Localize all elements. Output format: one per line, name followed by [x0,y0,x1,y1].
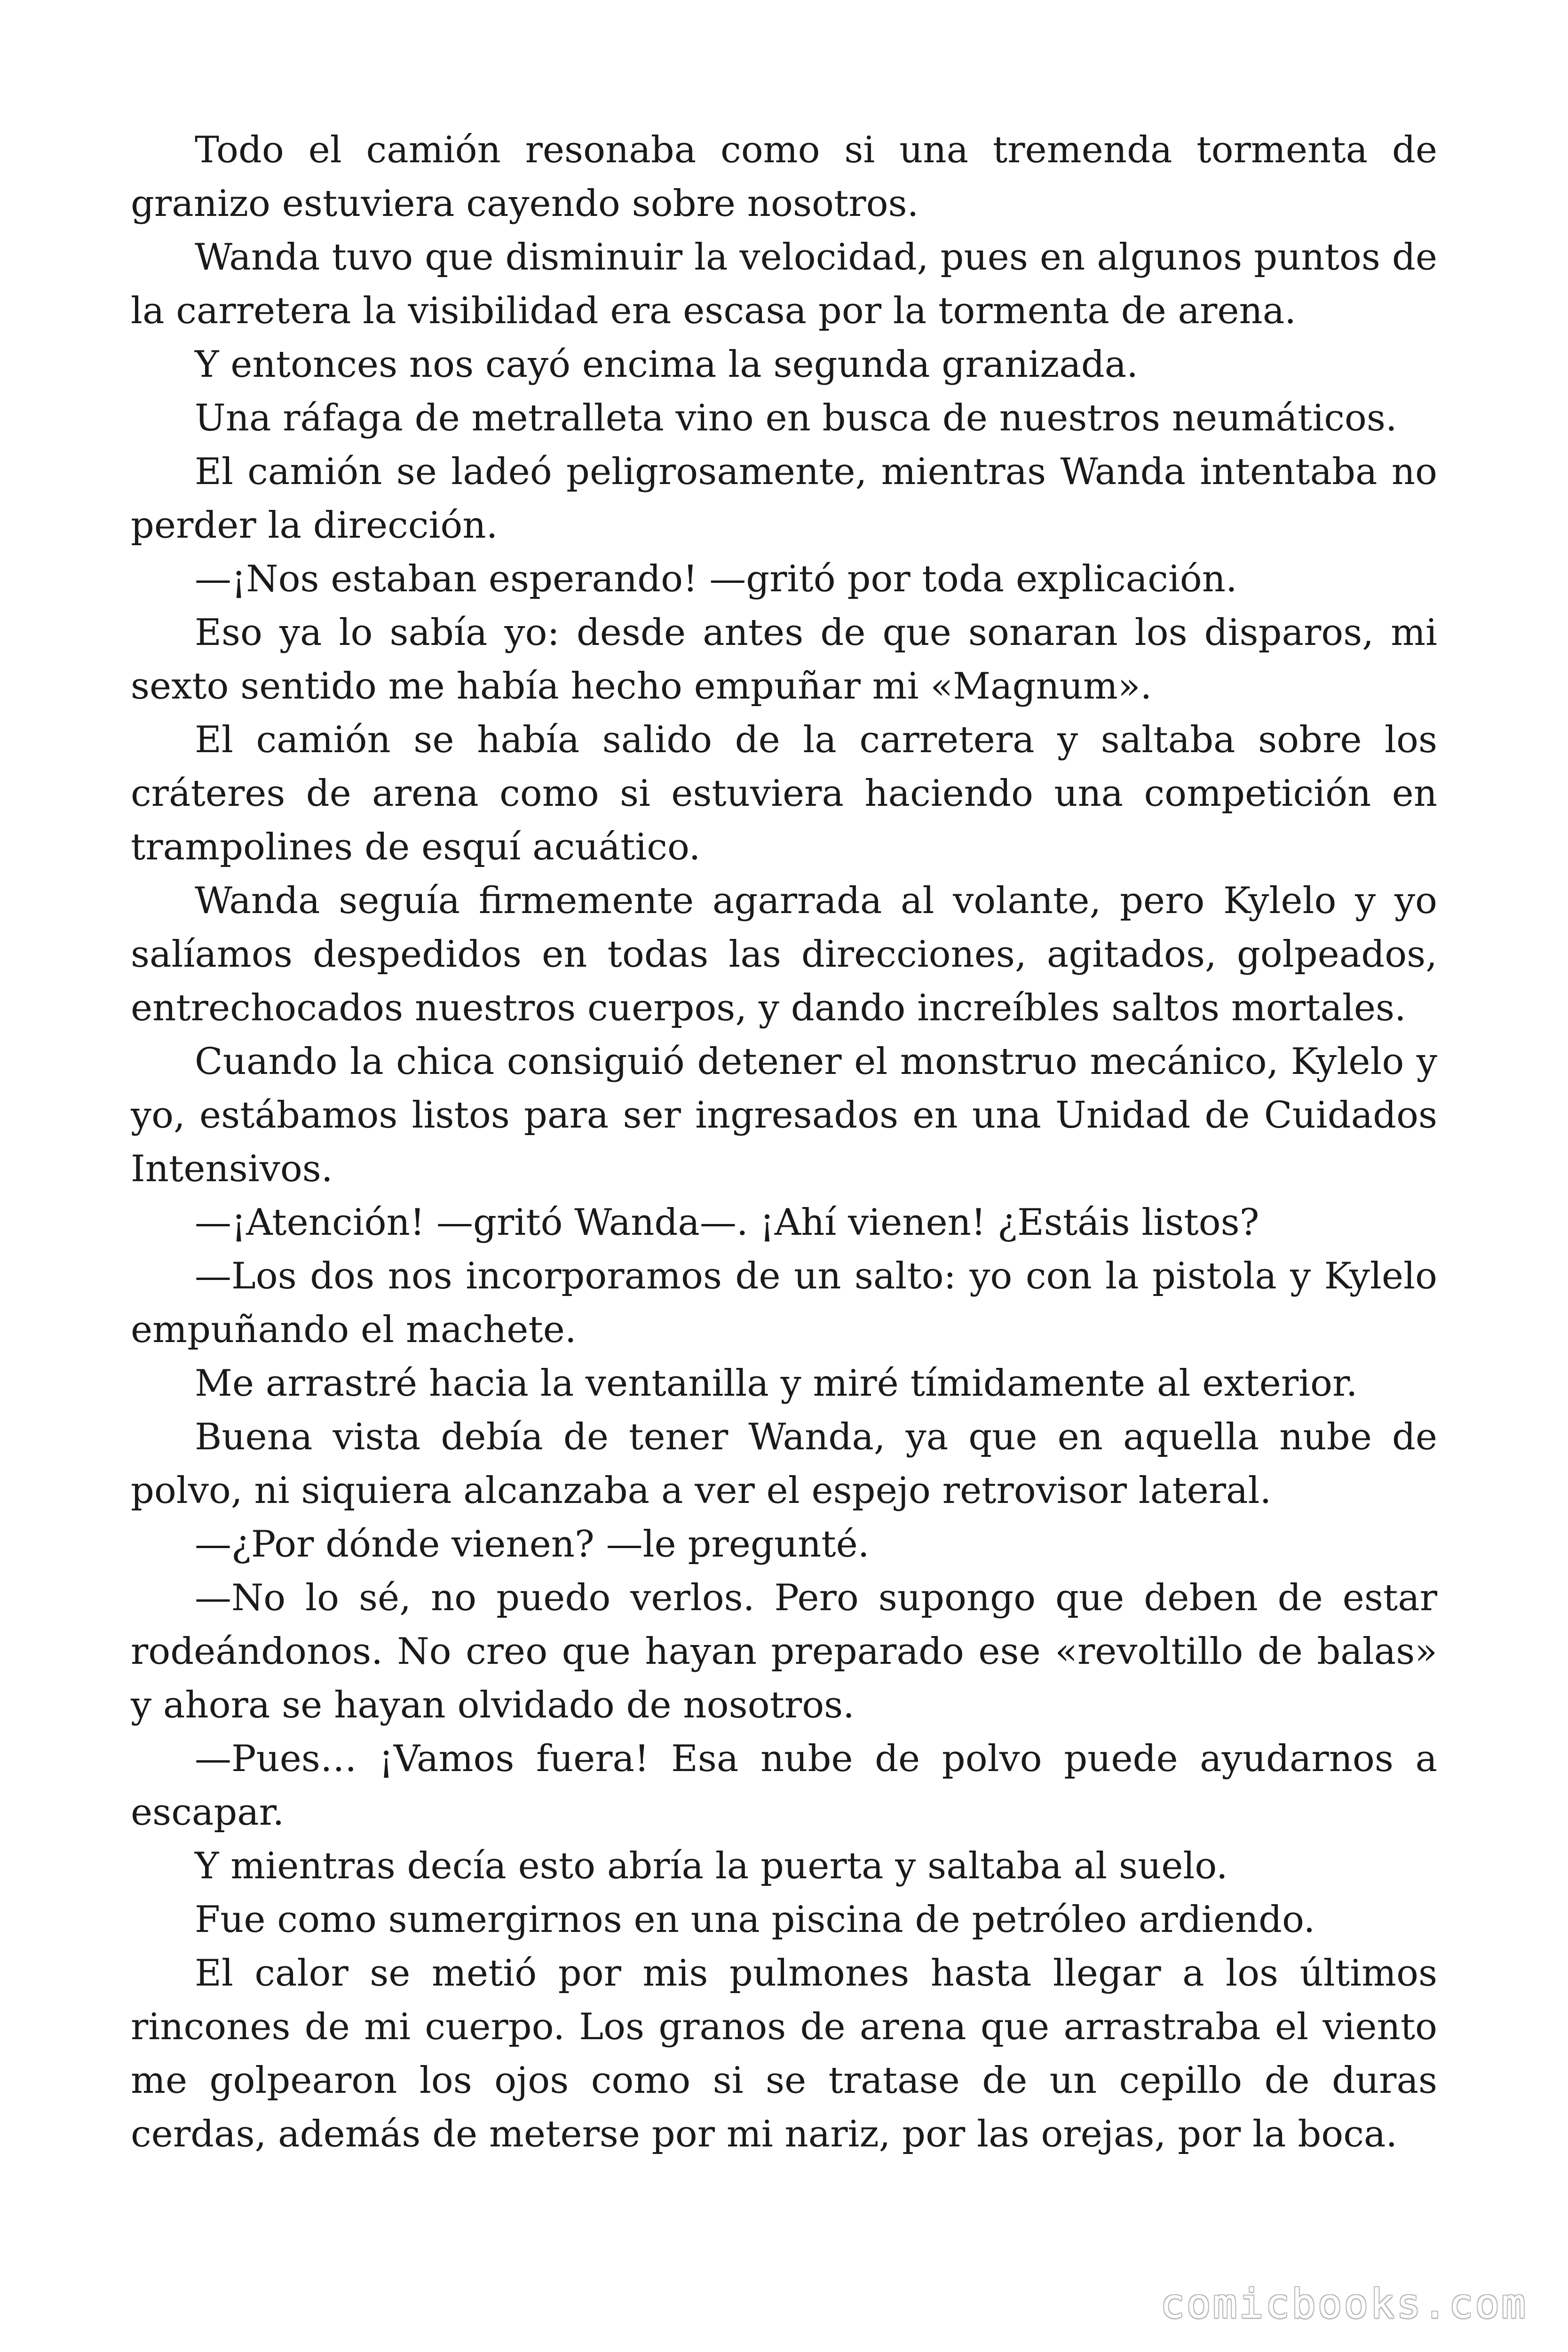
paragraph: —Pues… ¡Vamos fuera! Esa nube de polvo puede ayudarnos a escapar. [131,1738,1437,1834]
paragraph: —No lo sé, no puedo verlos. Pero supongo que deben de estar rodeándonos. No creo que hayan preparado ese «revoltillo de balas» y ahora se hayan olvidado de nosotros. [131,1577,1437,1726]
paragraph: —Los dos nos incorporamos de un salto: yo con la pistola y Kylelo empuñando el machete. [131,1255,1437,1351]
paragraph: Y mientras decía esto abría la puerta y saltaba al suelo. [195,1845,1228,1887]
paragraph: —¡Atención! —gritó Wanda—. ¡Ahí vienen! ¿Estáis listos? [195,1201,1259,1244]
paragraph: Wanda tuvo que disminuir la velocidad, pues en algunos puntos de la carretera la visibilidad era escasa por la tormenta de arena. [131,236,1437,332]
paragraph: El calor se metió por mis pulmones hasta llegar a los últimos rincones de mi cuerpo. Los granos de arena que arrastraba el viento me golpearon los ojos como si se tratase de un cepillo de duras cerdas, además de meterse por mi nariz, por las orejas, por la boca. [131,1952,1437,2155]
paragraph: Wanda seguía firmemente agarrada al volante, pero Kylelo y yo salíamos despedidos en todas las direcciones, agitados, golpeados, entrechocados nuestros cuerpos, y dando increíbles saltos mortales. [131,880,1437,1029]
paragraph: El camión se había salido de la carretera y saltaba sobre los cráteres de arena como si estuviera haciendo una competición en trampolines de esquí acuático. [131,719,1437,868]
paragraph: Una ráfaga de metralleta vino en busca de nuestros neumáticos. [195,397,1397,439]
paragraph: —¡Nos estaban esperando! —gritó por toda explicación. [195,558,1237,600]
paragraph: Fue como sumergirnos en una piscina de petróleo ardiendo. [195,1899,1315,1941]
paragraph: Buena vista debía de tener Wanda, ya que en aquella nube de polvo, ni siquiera alcanzaba a ver el espejo retrovisor lateral. [131,1416,1437,1512]
paragraph: Cuando la chica consiguió detener el monstruo mecánico, Kylelo y yo, estábamos listos para ser ingresados en una Unidad de Cuidados Intensivos. [131,1041,1437,1190]
paragraph: Eso ya lo sabía yo: desde antes de que sonaran los disparos, mi sexto sentido me había hecho empuñar mi «Magnum». [131,612,1437,707]
paragraph: Y entonces nos cayó encima la segunda granizada. [195,343,1138,386]
paragraph: Todo el camión resonaba como si una tremenda tormenta de granizo estuviera cayendo sobre nosotros. [131,129,1437,225]
paragraph: Me arrastré hacia la ventanilla y miré tímidamente al exterior. [195,1362,1358,1405]
page-body [131,123,1437,2161]
paragraph: El camión se ladeó peligrosamente, mientras Wanda intentaba no perder la dirección. [131,451,1437,547]
paragraph: —¿Por dónde vienen? —le pregunté. [195,1523,870,1565]
watermark: comicbooks.com [1160,2280,1528,2328]
